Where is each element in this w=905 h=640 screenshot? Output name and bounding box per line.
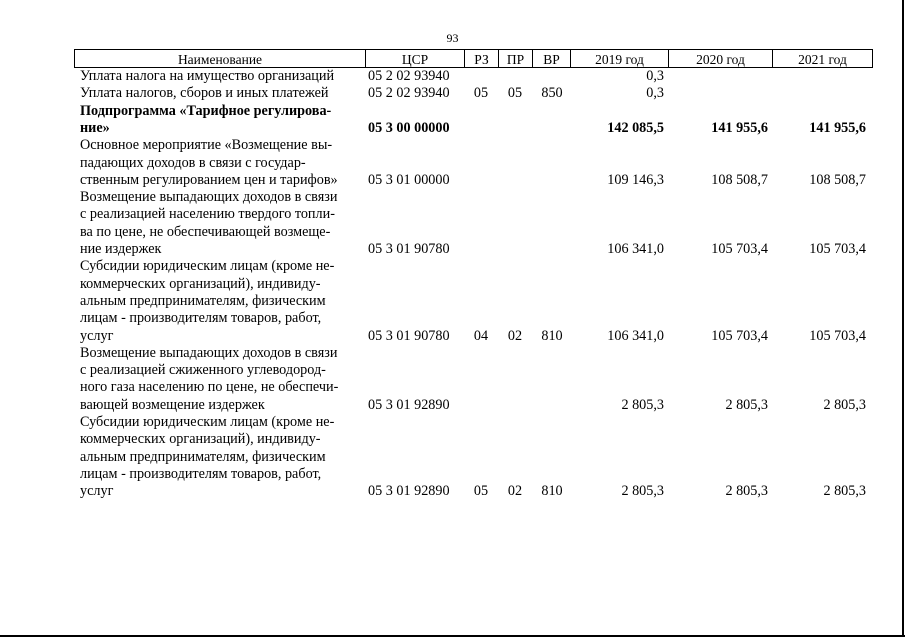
cell-y2021: 108 508,7 <box>809 171 866 188</box>
row-name-line: ние издержек <box>80 241 162 257</box>
cell-y2021: 2 805,3 <box>823 483 866 500</box>
row-name-line: коммерческих организаций), индивиду- <box>80 275 321 292</box>
cell-y2021: 2 805,3 <box>823 396 866 413</box>
cell-pr: 02 <box>507 483 523 500</box>
cell-y2020: 108 508,7 <box>711 171 768 188</box>
cell-y2019: 2 805,3 <box>621 483 664 500</box>
row-name-line: Субсидии юридическим лицам (кроме не- <box>80 258 335 275</box>
cell-csr: 05 2 02 93940 <box>368 85 450 102</box>
row-name-line: Возмещение выпадающих доходов в связи <box>80 189 338 206</box>
cell-y2020: 105 703,4 <box>711 327 768 344</box>
cell-csr: 05 3 01 92890 <box>368 396 450 413</box>
cell-rz: 04 <box>473 327 489 344</box>
cell-y2021: 105 703,4 <box>809 241 866 257</box>
cell-rz: 05 <box>473 85 489 102</box>
row-name-line: лицам - производителям товаров, работ, <box>80 310 322 327</box>
cell-y2019: 142 085,5 <box>607 119 664 136</box>
row-name-line: альным предпринимателям, физическим <box>80 292 326 309</box>
cell-csr: 05 2 02 93940 <box>368 68 450 84</box>
cell-pr: 05 <box>507 85 523 102</box>
row-name-line: коммерческих организаций), индивиду- <box>80 431 321 448</box>
col-header-2021: 2021 год <box>798 52 847 67</box>
cell-vr: 850 <box>541 85 563 102</box>
row-name-line: услуг <box>80 327 114 344</box>
header-top-border <box>74 49 873 50</box>
cell-csr: 05 3 01 90780 <box>368 241 450 257</box>
cell-y2019: 2 805,3 <box>621 396 664 413</box>
cell-csr: 05 3 01 92890 <box>368 483 450 500</box>
cell-y2021: 141 955,6 <box>809 119 866 136</box>
col-header-csr: ЦСР <box>401 52 429 67</box>
row-name-line: услуг <box>80 483 114 500</box>
row-name-line: ва по цене, не обеспечивающей возмеще- <box>80 223 331 240</box>
row-name-line: ного газа населению по цене, не обеспечи- <box>80 379 339 396</box>
page-edge-bottom <box>0 635 905 637</box>
col-header-pr: ПР <box>506 52 525 67</box>
cell-y2020: 141 955,6 <box>711 119 768 136</box>
header-divider <box>872 49 873 68</box>
cell-pr: 02 <box>507 327 523 344</box>
row-name-line: Уплата налога на имущество организаций <box>80 68 335 84</box>
cell-y2020: 105 703,4 <box>711 241 768 257</box>
row-name-line: вающей возмещение издержек <box>80 396 265 413</box>
row-name-line: ние» <box>80 119 110 136</box>
row-name-line: с реализацией населению твердого топли- <box>80 206 335 223</box>
page-edge-right <box>902 0 904 636</box>
row-name-line: Уплата налогов, сборов и иных платежей <box>80 85 329 102</box>
cell-rz: 05 <box>473 483 489 500</box>
col-header-2019: 2019 год <box>595 52 644 67</box>
page-number: 93 <box>446 31 459 45</box>
row-name-line: Подпрограмма «Тарифное регулирова- <box>80 102 332 119</box>
cell-vr: 810 <box>541 483 563 500</box>
row-name-line: с реализацией сжиженного углеводород- <box>80 362 326 379</box>
col-header-vr: ВР <box>543 52 560 67</box>
cell-y2019: 106 341,0 <box>607 327 664 344</box>
col-header-rz: РЗ <box>474 52 489 67</box>
row-name-line: ственным регулированием цен и тарифов» <box>80 171 338 188</box>
cell-y2020: 2 805,3 <box>725 483 768 500</box>
cell-y2019: 0,3 <box>646 68 664 84</box>
cell-y2019: 106 341,0 <box>607 241 664 257</box>
row-name-line: альным предпринимателям, физическим <box>80 448 326 465</box>
row-name-line: Возмещение выпадающих доходов в связи <box>80 344 338 361</box>
col-header-2020: 2020 год <box>696 52 745 67</box>
cell-csr: 05 3 01 90780 <box>368 327 450 344</box>
row-name-line: падающих доходов в связи с государ- <box>80 154 306 171</box>
row-name-line: лицам - производителям товаров, работ, <box>80 465 322 482</box>
row-name-line: Субсидии юридическим лицам (кроме не- <box>80 414 335 430</box>
cell-vr: 810 <box>541 327 563 344</box>
cell-y2020: 2 805,3 <box>725 396 768 413</box>
cell-y2019: 109 146,3 <box>607 171 664 188</box>
cell-csr: 05 3 00 00000 <box>368 119 450 136</box>
cell-csr: 05 3 01 00000 <box>368 171 450 188</box>
row-name-line: Основное мероприятие «Возмещение вы- <box>80 137 333 154</box>
cell-y2021: 105 703,4 <box>809 327 866 344</box>
col-header-name: Наименование <box>177 52 263 67</box>
cell-y2019: 0,3 <box>646 85 664 102</box>
